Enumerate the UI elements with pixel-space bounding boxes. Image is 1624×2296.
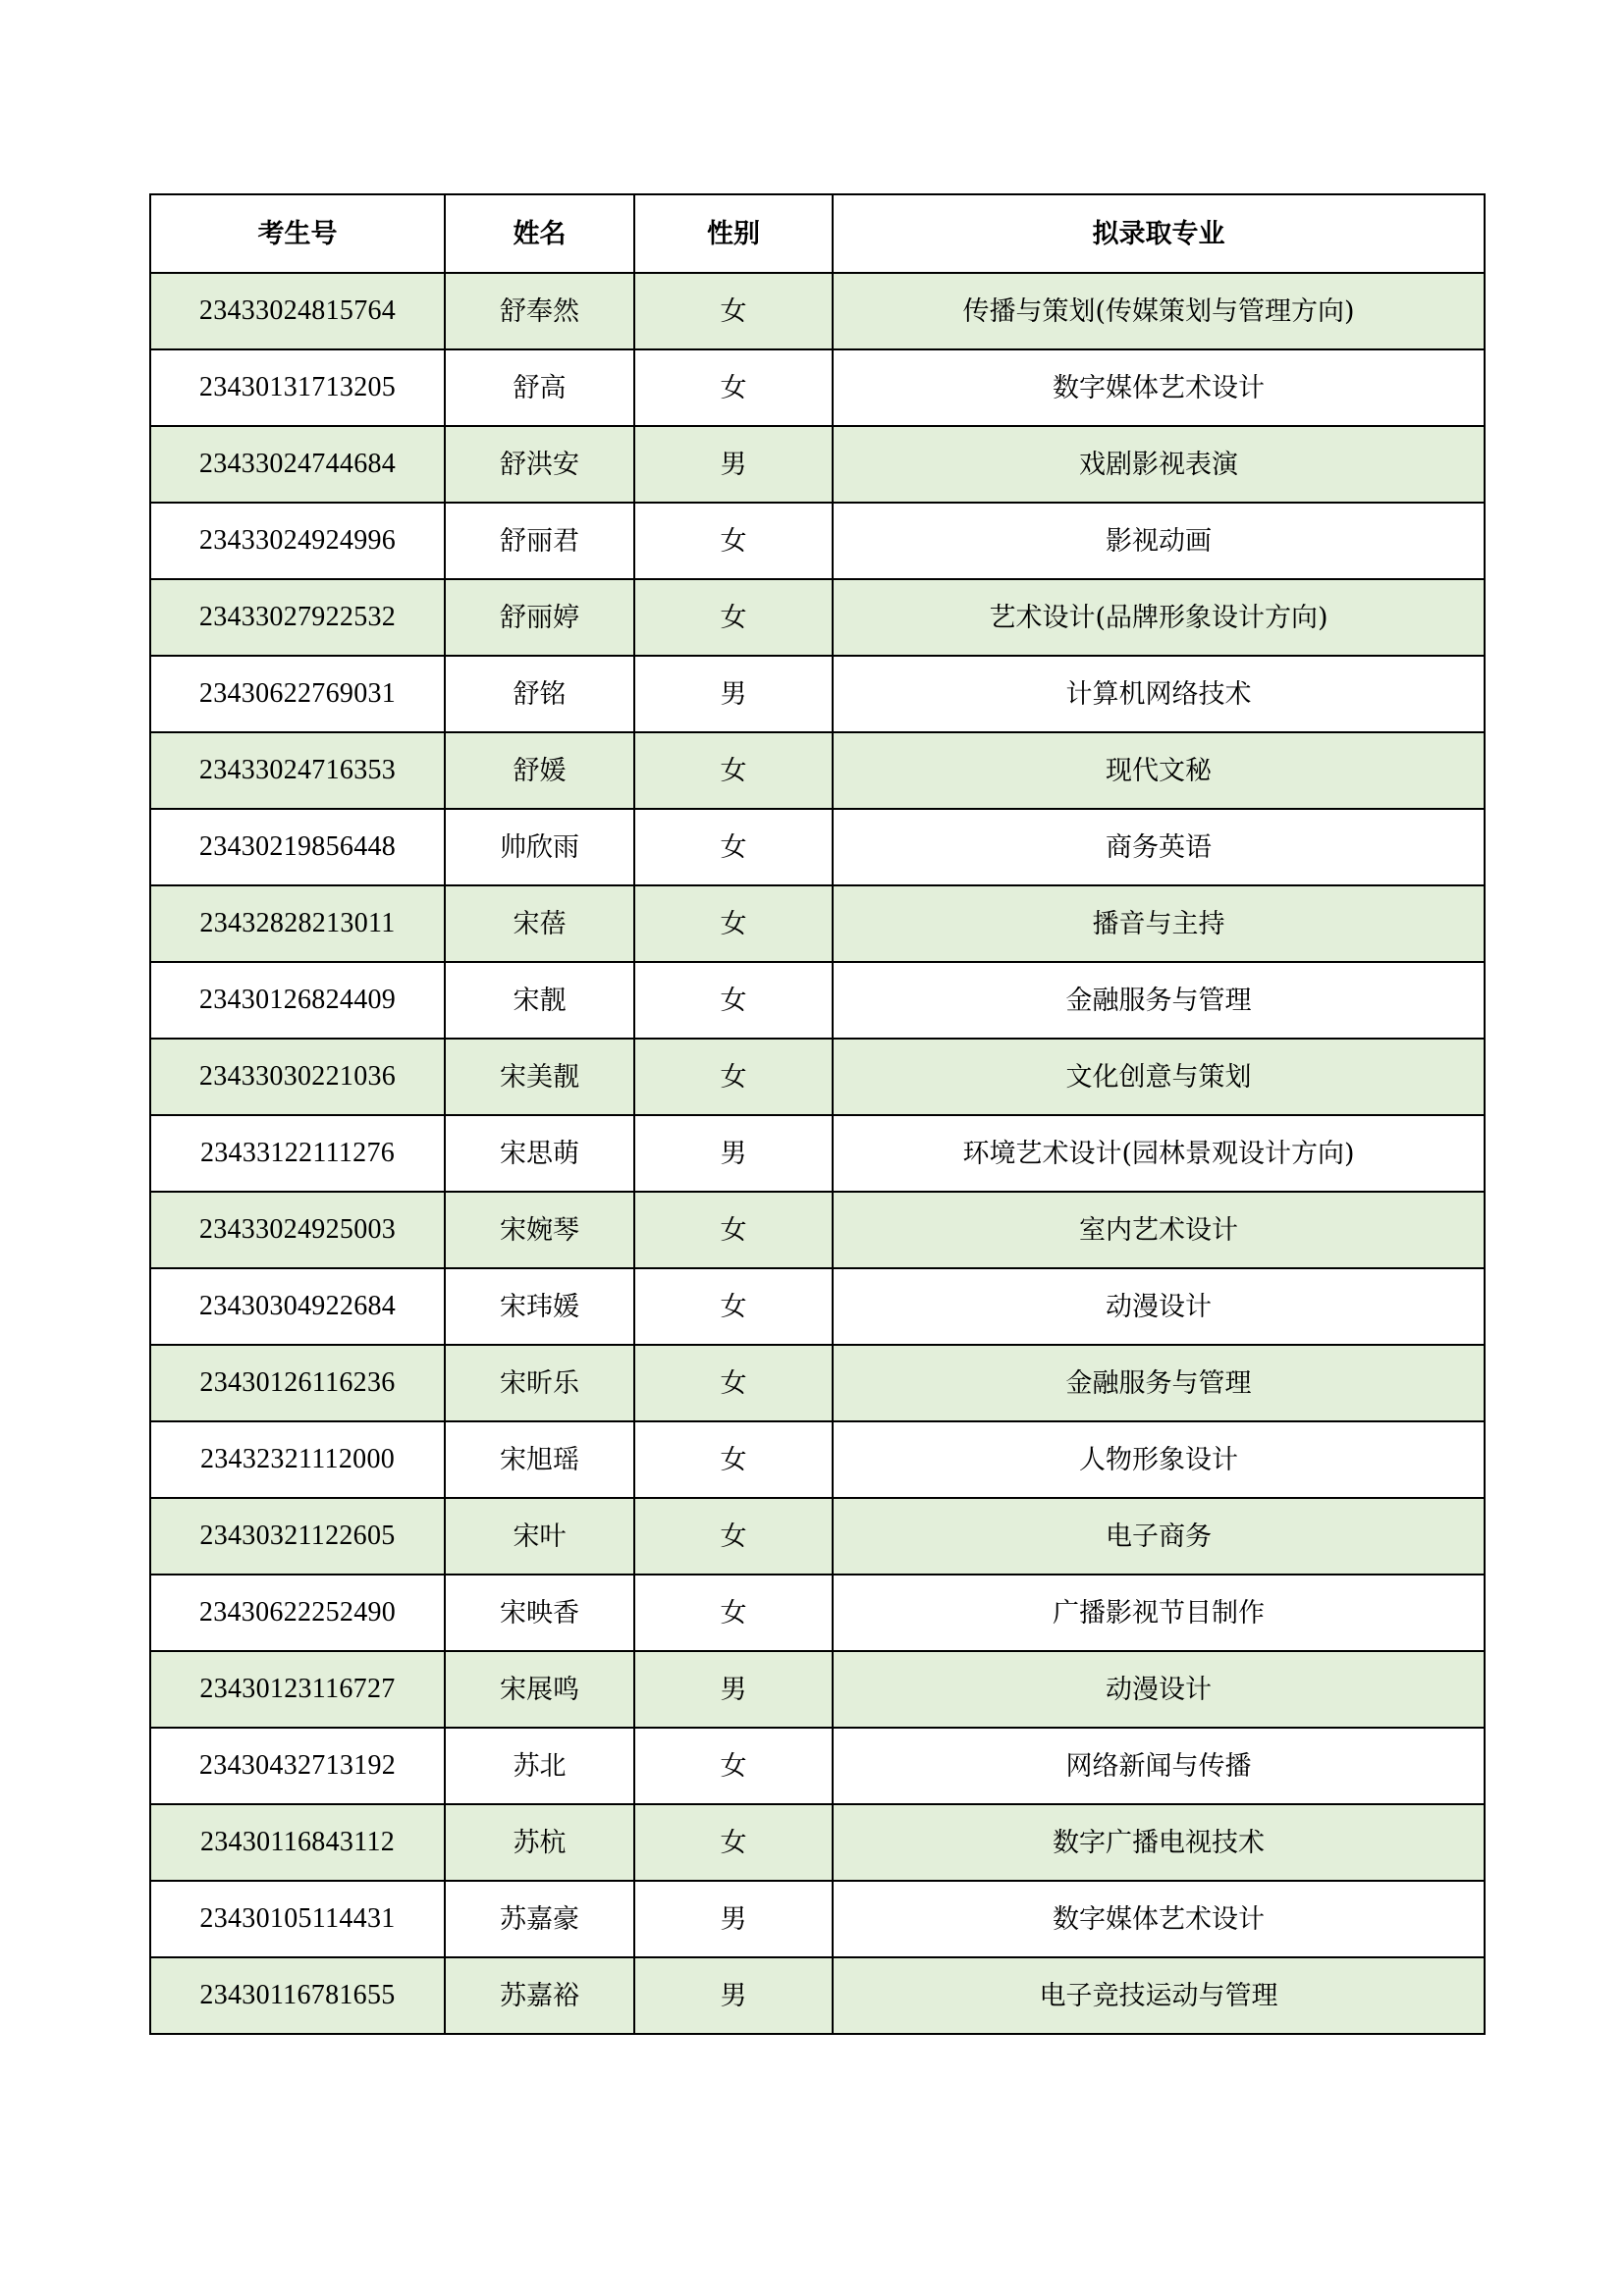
cell-gender: 女 <box>634 579 833 656</box>
table-row <box>150 656 1485 732</box>
header-name: 姓名 <box>445 194 634 273</box>
cell-exam-id: 23430622769031 <box>150 656 445 732</box>
table-row <box>150 1881 1485 1957</box>
cell-exam-id: 23433027922532 <box>150 579 445 656</box>
cell-gender: 男 <box>634 1881 833 1957</box>
cell-major: 数字广播电视技术 <box>833 1804 1485 1881</box>
cell-gender: 女 <box>634 1804 833 1881</box>
cell-name: 舒丽君 <box>445 503 634 579</box>
admission-table <box>149 193 1486 2035</box>
cell-gender: 男 <box>634 656 833 732</box>
cell-gender: 女 <box>634 349 833 426</box>
cell-exam-id: 23433024815764 <box>150 273 445 349</box>
cell-name: 宋美靓 <box>445 1039 634 1115</box>
cell-exam-id: 23433024924996 <box>150 503 445 579</box>
cell-exam-id: 23433030221036 <box>150 1039 445 1115</box>
cell-exam-id: 23430123116727 <box>150 1651 445 1728</box>
cell-name: 舒洪安 <box>445 426 634 503</box>
cell-gender: 女 <box>634 503 833 579</box>
cell-exam-id: 23430131713205 <box>150 349 445 426</box>
table-row <box>150 1039 1485 1115</box>
cell-name: 帅欣雨 <box>445 809 634 885</box>
cell-gender: 女 <box>634 1421 833 1498</box>
table-row <box>150 1575 1485 1651</box>
table-row <box>150 349 1485 426</box>
table-body <box>150 273 1485 2034</box>
cell-major: 室内艺术设计 <box>833 1192 1485 1268</box>
cell-name: 舒媛 <box>445 732 634 809</box>
cell-exam-id: 23430622252490 <box>150 1575 445 1651</box>
cell-major: 商务英语 <box>833 809 1485 885</box>
table-row <box>150 1957 1485 2034</box>
cell-major: 电子商务 <box>833 1498 1485 1575</box>
table-row <box>150 1804 1485 1881</box>
cell-name: 宋昕乐 <box>445 1345 634 1421</box>
table-row <box>150 1192 1485 1268</box>
cell-major: 电子竞技运动与管理 <box>833 1957 1485 2034</box>
cell-name: 苏嘉豪 <box>445 1881 634 1957</box>
cell-name: 苏嘉裕 <box>445 1957 634 2034</box>
cell-gender: 女 <box>634 1192 833 1268</box>
table-row <box>150 1498 1485 1575</box>
cell-major: 金融服务与管理 <box>833 962 1485 1039</box>
cell-exam-id: 23433024925003 <box>150 1192 445 1268</box>
cell-gender: 女 <box>634 1498 833 1575</box>
cell-name: 宋玮媛 <box>445 1268 634 1345</box>
cell-major: 现代文秘 <box>833 732 1485 809</box>
cell-exam-id: 23433024744684 <box>150 426 445 503</box>
cell-name: 舒奉然 <box>445 273 634 349</box>
table-row <box>150 732 1485 809</box>
cell-name: 舒丽婷 <box>445 579 634 656</box>
table-row <box>150 962 1485 1039</box>
cell-gender: 女 <box>634 732 833 809</box>
cell-major: 计算机网络技术 <box>833 656 1485 732</box>
cell-name: 舒高 <box>445 349 634 426</box>
table-row <box>150 1345 1485 1421</box>
cell-gender: 女 <box>634 1575 833 1651</box>
cell-major: 环境艺术设计(园林景观设计方向) <box>833 1115 1485 1192</box>
cell-exam-id: 23430321122605 <box>150 1498 445 1575</box>
cell-major: 动漫设计 <box>833 1651 1485 1728</box>
cell-name: 宋靓 <box>445 962 634 1039</box>
cell-major: 艺术设计(品牌形象设计方向) <box>833 579 1485 656</box>
cell-gender: 女 <box>634 1268 833 1345</box>
cell-major: 数字媒体艺术设计 <box>833 1881 1485 1957</box>
cell-name: 宋映香 <box>445 1575 634 1651</box>
header-row <box>150 194 1485 273</box>
cell-gender: 女 <box>634 1345 833 1421</box>
cell-exam-id: 23430126116236 <box>150 1345 445 1421</box>
cell-major: 人物形象设计 <box>833 1421 1485 1498</box>
cell-name: 舒铭 <box>445 656 634 732</box>
cell-exam-id: 23430116781655 <box>150 1957 445 2034</box>
table-row <box>150 885 1485 962</box>
cell-gender: 女 <box>634 1039 833 1115</box>
cell-exam-id: 23432828213011 <box>150 885 445 962</box>
cell-name: 宋叶 <box>445 1498 634 1575</box>
cell-exam-id: 23430304922684 <box>150 1268 445 1345</box>
cell-major: 传播与策划(传媒策划与管理方向) <box>833 273 1485 349</box>
cell-gender: 女 <box>634 885 833 962</box>
table-row <box>150 1651 1485 1728</box>
cell-name: 宋展鸣 <box>445 1651 634 1728</box>
table-row <box>150 579 1485 656</box>
cell-gender: 男 <box>634 426 833 503</box>
table-row <box>150 426 1485 503</box>
cell-gender: 女 <box>634 1728 833 1804</box>
cell-gender: 男 <box>634 1651 833 1728</box>
cell-major: 金融服务与管理 <box>833 1345 1485 1421</box>
cell-major: 网络新闻与传播 <box>833 1728 1485 1804</box>
cell-name: 宋蓓 <box>445 885 634 962</box>
table-row <box>150 1268 1485 1345</box>
cell-exam-id: 23430126824409 <box>150 962 445 1039</box>
table-row <box>150 809 1485 885</box>
cell-major: 文化创意与策划 <box>833 1039 1485 1115</box>
cell-gender: 男 <box>634 1957 833 2034</box>
header-major: 拟录取专业 <box>833 194 1485 273</box>
cell-major: 广播影视节目制作 <box>833 1575 1485 1651</box>
cell-name: 苏杭 <box>445 1804 634 1881</box>
cell-exam-id: 23430116843112 <box>150 1804 445 1881</box>
table-row <box>150 503 1485 579</box>
table-row <box>150 273 1485 349</box>
cell-major: 影视动画 <box>833 503 1485 579</box>
cell-major: 播音与主持 <box>833 885 1485 962</box>
cell-gender: 男 <box>634 1115 833 1192</box>
cell-gender: 女 <box>634 273 833 349</box>
table-row <box>150 1421 1485 1498</box>
header-gender: 性别 <box>634 194 833 273</box>
table-row <box>150 1115 1485 1192</box>
cell-name: 苏北 <box>445 1728 634 1804</box>
header-exam-id: 考生号 <box>150 194 445 273</box>
cell-major: 戏剧影视表演 <box>833 426 1485 503</box>
cell-exam-id: 23430105114431 <box>150 1881 445 1957</box>
cell-gender: 女 <box>634 809 833 885</box>
cell-name: 宋婉琴 <box>445 1192 634 1268</box>
cell-exam-id: 23430219856448 <box>150 809 445 885</box>
cell-exam-id: 23430432713192 <box>150 1728 445 1804</box>
cell-gender: 女 <box>634 962 833 1039</box>
cell-name: 宋旭瑶 <box>445 1421 634 1498</box>
cell-exam-id: 23433122111276 <box>150 1115 445 1192</box>
cell-exam-id: 23432321112000 <box>150 1421 445 1498</box>
cell-major: 数字媒体艺术设计 <box>833 349 1485 426</box>
table-row <box>150 1728 1485 1804</box>
cell-name: 宋思萌 <box>445 1115 634 1192</box>
cell-exam-id: 23433024716353 <box>150 732 445 809</box>
cell-major: 动漫设计 <box>833 1268 1485 1345</box>
